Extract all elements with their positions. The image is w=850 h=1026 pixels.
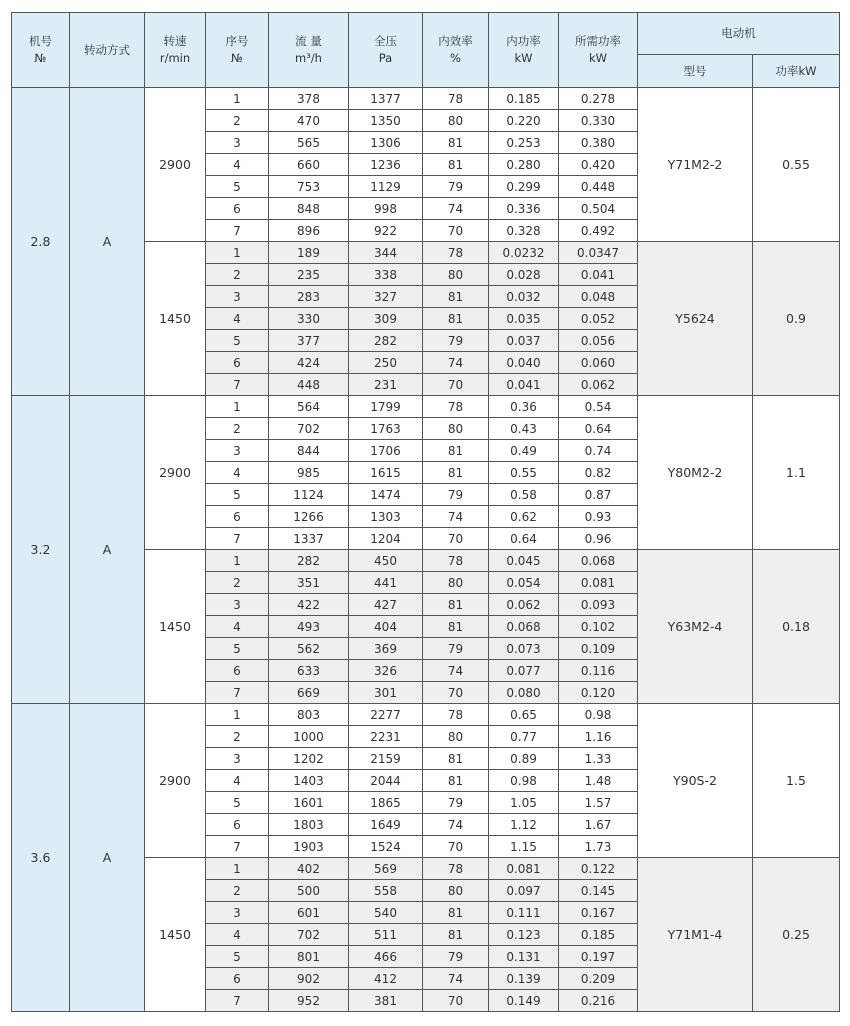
seq-cell: 6 xyxy=(206,968,269,990)
flow-cell: 660 xyxy=(269,154,349,176)
required-power-cell: 0.167 xyxy=(559,902,638,924)
flow-cell: 378 xyxy=(269,88,349,110)
required-power-cell: 0.54 xyxy=(559,396,638,418)
pressure-cell: 282 xyxy=(349,330,423,352)
seq-cell: 3 xyxy=(206,594,269,616)
pressure-cell: 569 xyxy=(349,858,423,880)
header-motor-power: 功率kW xyxy=(753,55,840,88)
required-power-cell: 0.062 xyxy=(559,374,638,396)
required-power-cell: 0.060 xyxy=(559,352,638,374)
efficiency-cell: 80 xyxy=(423,110,489,132)
pressure-cell: 309 xyxy=(349,308,423,330)
flow-cell: 422 xyxy=(269,594,349,616)
required-power-cell: 0.052 xyxy=(559,308,638,330)
internal-power-cell: 0.077 xyxy=(489,660,559,682)
pressure-cell: 1306 xyxy=(349,132,423,154)
internal-power-cell: 0.080 xyxy=(489,682,559,704)
flow-cell: 1601 xyxy=(269,792,349,814)
seq-cell: 2 xyxy=(206,264,269,286)
flow-cell: 952 xyxy=(269,990,349,1012)
internal-power-cell: 0.64 xyxy=(489,528,559,550)
pressure-cell: 1706 xyxy=(349,440,423,462)
efficiency-cell: 74 xyxy=(423,352,489,374)
pressure-cell: 441 xyxy=(349,572,423,594)
pressure-cell: 338 xyxy=(349,264,423,286)
flow-cell: 702 xyxy=(269,418,349,440)
seq-cell: 1 xyxy=(206,858,269,880)
required-power-cell: 0.216 xyxy=(559,990,638,1012)
internal-power-cell: 0.55 xyxy=(489,462,559,484)
seq-cell: 4 xyxy=(206,154,269,176)
seq-cell: 1 xyxy=(206,88,269,110)
internal-power-cell: 0.062 xyxy=(489,594,559,616)
pressure-cell: 1615 xyxy=(349,462,423,484)
required-power-cell: 0.330 xyxy=(559,110,638,132)
flow-cell: 1124 xyxy=(269,484,349,506)
seq-cell: 6 xyxy=(206,814,269,836)
seq-cell: 1 xyxy=(206,396,269,418)
pressure-cell: 2231 xyxy=(349,726,423,748)
seq-cell: 1 xyxy=(206,550,269,572)
internal-power-cell: 0.035 xyxy=(489,308,559,330)
pressure-cell: 381 xyxy=(349,990,423,1012)
flow-cell: 633 xyxy=(269,660,349,682)
internal-power-cell: 0.220 xyxy=(489,110,559,132)
table-row xyxy=(12,396,840,418)
flow-cell: 500 xyxy=(269,880,349,902)
seq-cell: 7 xyxy=(206,990,269,1012)
required-power-cell: 0.64 xyxy=(559,418,638,440)
efficiency-cell: 80 xyxy=(423,264,489,286)
required-power-cell: 0.081 xyxy=(559,572,638,594)
efficiency-cell: 78 xyxy=(423,242,489,264)
efficiency-cell: 78 xyxy=(423,88,489,110)
internal-power-cell: 0.36 xyxy=(489,396,559,418)
internal-power-cell: 0.58 xyxy=(489,484,559,506)
motor-model-cell: Y63M2-4 xyxy=(638,550,753,704)
efficiency-cell: 78 xyxy=(423,858,489,880)
seq-cell: 7 xyxy=(206,374,269,396)
flow-cell: 702 xyxy=(269,924,349,946)
flow-cell: 601 xyxy=(269,902,349,924)
pressure-cell: 326 xyxy=(349,660,423,682)
internal-power-cell: 0.028 xyxy=(489,264,559,286)
fan-performance-table xyxy=(11,12,840,1012)
flow-cell: 1000 xyxy=(269,726,349,748)
efficiency-cell: 70 xyxy=(423,374,489,396)
seq-cell: 3 xyxy=(206,902,269,924)
flow-cell: 848 xyxy=(269,198,349,220)
efficiency-cell: 81 xyxy=(423,924,489,946)
flow-cell: 564 xyxy=(269,396,349,418)
flow-cell: 985 xyxy=(269,462,349,484)
efficiency-cell: 79 xyxy=(423,946,489,968)
flow-cell: 565 xyxy=(269,132,349,154)
seq-cell: 4 xyxy=(206,616,269,638)
motor-power-cell: 0.25 xyxy=(753,858,840,1012)
pressure-cell: 250 xyxy=(349,352,423,374)
header-motor-model: 型号 xyxy=(638,55,753,88)
internal-power-cell: 0.299 xyxy=(489,176,559,198)
efficiency-cell: 79 xyxy=(423,484,489,506)
header-flow: 流 量 m³/h xyxy=(269,13,349,88)
efficiency-cell: 81 xyxy=(423,462,489,484)
efficiency-cell: 80 xyxy=(423,880,489,902)
internal-power-cell: 0.037 xyxy=(489,330,559,352)
header-internal-power: 内功率 kW xyxy=(489,13,559,88)
internal-power-cell: 0.77 xyxy=(489,726,559,748)
required-power-cell: 0.98 xyxy=(559,704,638,726)
internal-power-cell: 0.149 xyxy=(489,990,559,1012)
seq-cell: 6 xyxy=(206,660,269,682)
pressure-cell: 404 xyxy=(349,616,423,638)
seq-cell: 5 xyxy=(206,330,269,352)
efficiency-cell: 81 xyxy=(423,440,489,462)
header-motor: 电动机 xyxy=(638,13,840,55)
required-power-cell: 0.87 xyxy=(559,484,638,506)
efficiency-cell: 70 xyxy=(423,836,489,858)
seq-cell: 2 xyxy=(206,110,269,132)
required-power-cell: 0.0347 xyxy=(559,242,638,264)
internal-power-cell: 0.328 xyxy=(489,220,559,242)
flow-cell: 282 xyxy=(269,550,349,572)
required-power-cell: 1.16 xyxy=(559,726,638,748)
required-power-cell: 0.185 xyxy=(559,924,638,946)
efficiency-cell: 80 xyxy=(423,726,489,748)
required-power-cell: 0.209 xyxy=(559,968,638,990)
efficiency-cell: 80 xyxy=(423,418,489,440)
required-power-cell: 0.145 xyxy=(559,880,638,902)
seq-cell: 2 xyxy=(206,572,269,594)
seq-cell: 3 xyxy=(206,440,269,462)
motor-model-cell: Y71M1-4 xyxy=(638,858,753,1012)
drive-mode-cell: A xyxy=(70,396,145,704)
pressure-cell: 1350 xyxy=(349,110,423,132)
seq-cell: 3 xyxy=(206,132,269,154)
required-power-cell: 0.504 xyxy=(559,198,638,220)
required-power-cell: 0.120 xyxy=(559,682,638,704)
speed-cell: 2900 xyxy=(145,88,206,242)
internal-power-cell: 0.185 xyxy=(489,88,559,110)
seq-cell: 7 xyxy=(206,220,269,242)
pressure-cell: 231 xyxy=(349,374,423,396)
machine-no-cell: 2.8 xyxy=(12,88,70,396)
speed-cell: 2900 xyxy=(145,704,206,858)
speed-cell: 1450 xyxy=(145,242,206,396)
flow-cell: 1903 xyxy=(269,836,349,858)
flow-cell: 1403 xyxy=(269,770,349,792)
flow-cell: 470 xyxy=(269,110,349,132)
flow-cell: 1202 xyxy=(269,748,349,770)
seq-cell: 6 xyxy=(206,198,269,220)
efficiency-cell: 70 xyxy=(423,220,489,242)
seq-cell: 3 xyxy=(206,286,269,308)
required-power-cell: 0.116 xyxy=(559,660,638,682)
seq-cell: 3 xyxy=(206,748,269,770)
required-power-cell: 0.448 xyxy=(559,176,638,198)
efficiency-cell: 81 xyxy=(423,616,489,638)
required-power-cell: 1.67 xyxy=(559,814,638,836)
flow-cell: 803 xyxy=(269,704,349,726)
pressure-cell: 1236 xyxy=(349,154,423,176)
pressure-cell: 558 xyxy=(349,880,423,902)
internal-power-cell: 0.081 xyxy=(489,858,559,880)
flow-cell: 562 xyxy=(269,638,349,660)
efficiency-cell: 79 xyxy=(423,638,489,660)
pressure-cell: 1763 xyxy=(349,418,423,440)
flow-cell: 1803 xyxy=(269,814,349,836)
pressure-cell: 1204 xyxy=(349,528,423,550)
required-power-cell: 1.57 xyxy=(559,792,638,814)
seq-cell: 5 xyxy=(206,792,269,814)
internal-power-cell: 0.054 xyxy=(489,572,559,594)
speed-cell: 1450 xyxy=(145,550,206,704)
internal-power-cell: 0.045 xyxy=(489,550,559,572)
seq-cell: 4 xyxy=(206,770,269,792)
flow-cell: 283 xyxy=(269,286,349,308)
required-power-cell: 0.048 xyxy=(559,286,638,308)
pressure-cell: 450 xyxy=(349,550,423,572)
efficiency-cell: 74 xyxy=(423,506,489,528)
header-seq: 序号 № xyxy=(206,13,269,88)
internal-power-cell: 0.123 xyxy=(489,924,559,946)
pressure-cell: 369 xyxy=(349,638,423,660)
pressure-cell: 412 xyxy=(349,968,423,990)
seq-cell: 6 xyxy=(206,506,269,528)
efficiency-cell: 81 xyxy=(423,286,489,308)
seq-cell: 7 xyxy=(206,682,269,704)
motor-power-cell: 0.18 xyxy=(753,550,840,704)
drive-mode-cell: A xyxy=(70,704,145,1012)
flow-cell: 402 xyxy=(269,858,349,880)
internal-power-cell: 0.073 xyxy=(489,638,559,660)
pressure-cell: 998 xyxy=(349,198,423,220)
seq-cell: 1 xyxy=(206,704,269,726)
header-required-power: 所需功率 kW xyxy=(559,13,638,88)
flow-cell: 377 xyxy=(269,330,349,352)
flow-cell: 844 xyxy=(269,440,349,462)
required-power-cell: 1.48 xyxy=(559,770,638,792)
speed-cell: 1450 xyxy=(145,858,206,1012)
seq-cell: 5 xyxy=(206,484,269,506)
pressure-cell: 1799 xyxy=(349,396,423,418)
efficiency-cell: 81 xyxy=(423,132,489,154)
efficiency-cell: 81 xyxy=(423,748,489,770)
internal-power-cell: 0.041 xyxy=(489,374,559,396)
efficiency-cell: 78 xyxy=(423,704,489,726)
required-power-cell: 0.492 xyxy=(559,220,638,242)
flow-cell: 235 xyxy=(269,264,349,286)
efficiency-cell: 74 xyxy=(423,968,489,990)
table-header xyxy=(12,13,840,88)
seq-cell: 5 xyxy=(206,638,269,660)
machine-no-cell: 3.2 xyxy=(12,396,70,704)
motor-power-cell: 0.55 xyxy=(753,88,840,242)
internal-power-cell: 0.280 xyxy=(489,154,559,176)
internal-power-cell: 0.111 xyxy=(489,902,559,924)
efficiency-cell: 70 xyxy=(423,528,489,550)
internal-power-cell: 0.89 xyxy=(489,748,559,770)
flow-cell: 1337 xyxy=(269,528,349,550)
header-efficiency: 内效率 % xyxy=(423,13,489,88)
motor-model-cell: Y5624 xyxy=(638,242,753,396)
pressure-cell: 1524 xyxy=(349,836,423,858)
internal-power-cell: 0.131 xyxy=(489,946,559,968)
efficiency-cell: 78 xyxy=(423,550,489,572)
seq-cell: 1 xyxy=(206,242,269,264)
header-drive-mode: 转动方式 xyxy=(70,13,145,88)
efficiency-cell: 79 xyxy=(423,176,489,198)
flow-cell: 189 xyxy=(269,242,349,264)
internal-power-cell: 0.98 xyxy=(489,770,559,792)
internal-power-cell: 0.0232 xyxy=(489,242,559,264)
efficiency-cell: 80 xyxy=(423,572,489,594)
required-power-cell: 0.068 xyxy=(559,550,638,572)
flow-cell: 669 xyxy=(269,682,349,704)
flow-cell: 902 xyxy=(269,968,349,990)
pressure-cell: 1377 xyxy=(349,88,423,110)
drive-mode-cell: A xyxy=(70,88,145,396)
seq-cell: 4 xyxy=(206,308,269,330)
flow-cell: 753 xyxy=(269,176,349,198)
internal-power-cell: 0.49 xyxy=(489,440,559,462)
pressure-cell: 2159 xyxy=(349,748,423,770)
efficiency-cell: 70 xyxy=(423,990,489,1012)
motor-model-cell: Y71M2-2 xyxy=(638,88,753,242)
required-power-cell: 0.122 xyxy=(559,858,638,880)
required-power-cell: 0.197 xyxy=(559,946,638,968)
seq-cell: 4 xyxy=(206,462,269,484)
efficiency-cell: 78 xyxy=(423,396,489,418)
efficiency-cell: 74 xyxy=(423,814,489,836)
required-power-cell: 0.109 xyxy=(559,638,638,660)
efficiency-cell: 70 xyxy=(423,682,489,704)
motor-model-cell: Y90S-2 xyxy=(638,704,753,858)
motor-power-cell: 1.5 xyxy=(753,704,840,858)
required-power-cell: 0.278 xyxy=(559,88,638,110)
internal-power-cell: 1.15 xyxy=(489,836,559,858)
required-power-cell: 0.041 xyxy=(559,264,638,286)
efficiency-cell: 79 xyxy=(423,330,489,352)
pressure-cell: 1865 xyxy=(349,792,423,814)
seq-cell: 2 xyxy=(206,418,269,440)
required-power-cell: 1.33 xyxy=(559,748,638,770)
internal-power-cell: 0.139 xyxy=(489,968,559,990)
internal-power-cell: 0.43 xyxy=(489,418,559,440)
flow-cell: 448 xyxy=(269,374,349,396)
efficiency-cell: 81 xyxy=(423,770,489,792)
pressure-cell: 2044 xyxy=(349,770,423,792)
internal-power-cell: 0.336 xyxy=(489,198,559,220)
pressure-cell: 2277 xyxy=(349,704,423,726)
header-pressure: 全压 Pa xyxy=(349,13,423,88)
flow-cell: 351 xyxy=(269,572,349,594)
seq-cell: 2 xyxy=(206,880,269,902)
pressure-cell: 1649 xyxy=(349,814,423,836)
motor-power-cell: 1.1 xyxy=(753,396,840,550)
efficiency-cell: 81 xyxy=(423,308,489,330)
table-row xyxy=(12,704,840,726)
table-body xyxy=(12,88,840,1012)
required-power-cell: 0.093 xyxy=(559,594,638,616)
seq-cell: 7 xyxy=(206,528,269,550)
internal-power-cell: 0.068 xyxy=(489,616,559,638)
required-power-cell: 0.102 xyxy=(559,616,638,638)
internal-power-cell: 0.65 xyxy=(489,704,559,726)
efficiency-cell: 81 xyxy=(423,154,489,176)
required-power-cell: 0.420 xyxy=(559,154,638,176)
motor-power-cell: 0.9 xyxy=(753,242,840,396)
seq-cell: 4 xyxy=(206,924,269,946)
seq-cell: 5 xyxy=(206,946,269,968)
required-power-cell: 0.96 xyxy=(559,528,638,550)
required-power-cell: 1.73 xyxy=(559,836,638,858)
efficiency-cell: 74 xyxy=(423,660,489,682)
efficiency-cell: 79 xyxy=(423,792,489,814)
seq-cell: 7 xyxy=(206,836,269,858)
pressure-cell: 427 xyxy=(349,594,423,616)
flow-cell: 801 xyxy=(269,946,349,968)
required-power-cell: 0.380 xyxy=(559,132,638,154)
required-power-cell: 0.056 xyxy=(559,330,638,352)
efficiency-cell: 81 xyxy=(423,594,489,616)
seq-cell: 2 xyxy=(206,726,269,748)
flow-cell: 896 xyxy=(269,220,349,242)
pressure-cell: 301 xyxy=(349,682,423,704)
pressure-cell: 1129 xyxy=(349,176,423,198)
pressure-cell: 1474 xyxy=(349,484,423,506)
seq-cell: 6 xyxy=(206,352,269,374)
internal-power-cell: 0.032 xyxy=(489,286,559,308)
internal-power-cell: 0.62 xyxy=(489,506,559,528)
internal-power-cell: 0.040 xyxy=(489,352,559,374)
pressure-cell: 540 xyxy=(349,902,423,924)
machine-no-cell: 3.6 xyxy=(12,704,70,1012)
pressure-cell: 1303 xyxy=(349,506,423,528)
pressure-cell: 511 xyxy=(349,924,423,946)
pressure-cell: 344 xyxy=(349,242,423,264)
internal-power-cell: 0.097 xyxy=(489,880,559,902)
flow-cell: 424 xyxy=(269,352,349,374)
required-power-cell: 0.82 xyxy=(559,462,638,484)
header-speed: 转速 r/min xyxy=(145,13,206,88)
motor-model-cell: Y80M2-2 xyxy=(638,396,753,550)
flow-cell: 330 xyxy=(269,308,349,330)
flow-cell: 493 xyxy=(269,616,349,638)
header-machine-no: 机号 № xyxy=(12,13,70,88)
internal-power-cell: 1.05 xyxy=(489,792,559,814)
pressure-cell: 466 xyxy=(349,946,423,968)
flow-cell: 1266 xyxy=(269,506,349,528)
efficiency-cell: 74 xyxy=(423,198,489,220)
internal-power-cell: 0.253 xyxy=(489,132,559,154)
internal-power-cell: 1.12 xyxy=(489,814,559,836)
efficiency-cell: 81 xyxy=(423,902,489,924)
pressure-cell: 922 xyxy=(349,220,423,242)
required-power-cell: 0.74 xyxy=(559,440,638,462)
seq-cell: 5 xyxy=(206,176,269,198)
speed-cell: 2900 xyxy=(145,396,206,550)
required-power-cell: 0.93 xyxy=(559,506,638,528)
table-row xyxy=(12,88,840,110)
pressure-cell: 327 xyxy=(349,286,423,308)
